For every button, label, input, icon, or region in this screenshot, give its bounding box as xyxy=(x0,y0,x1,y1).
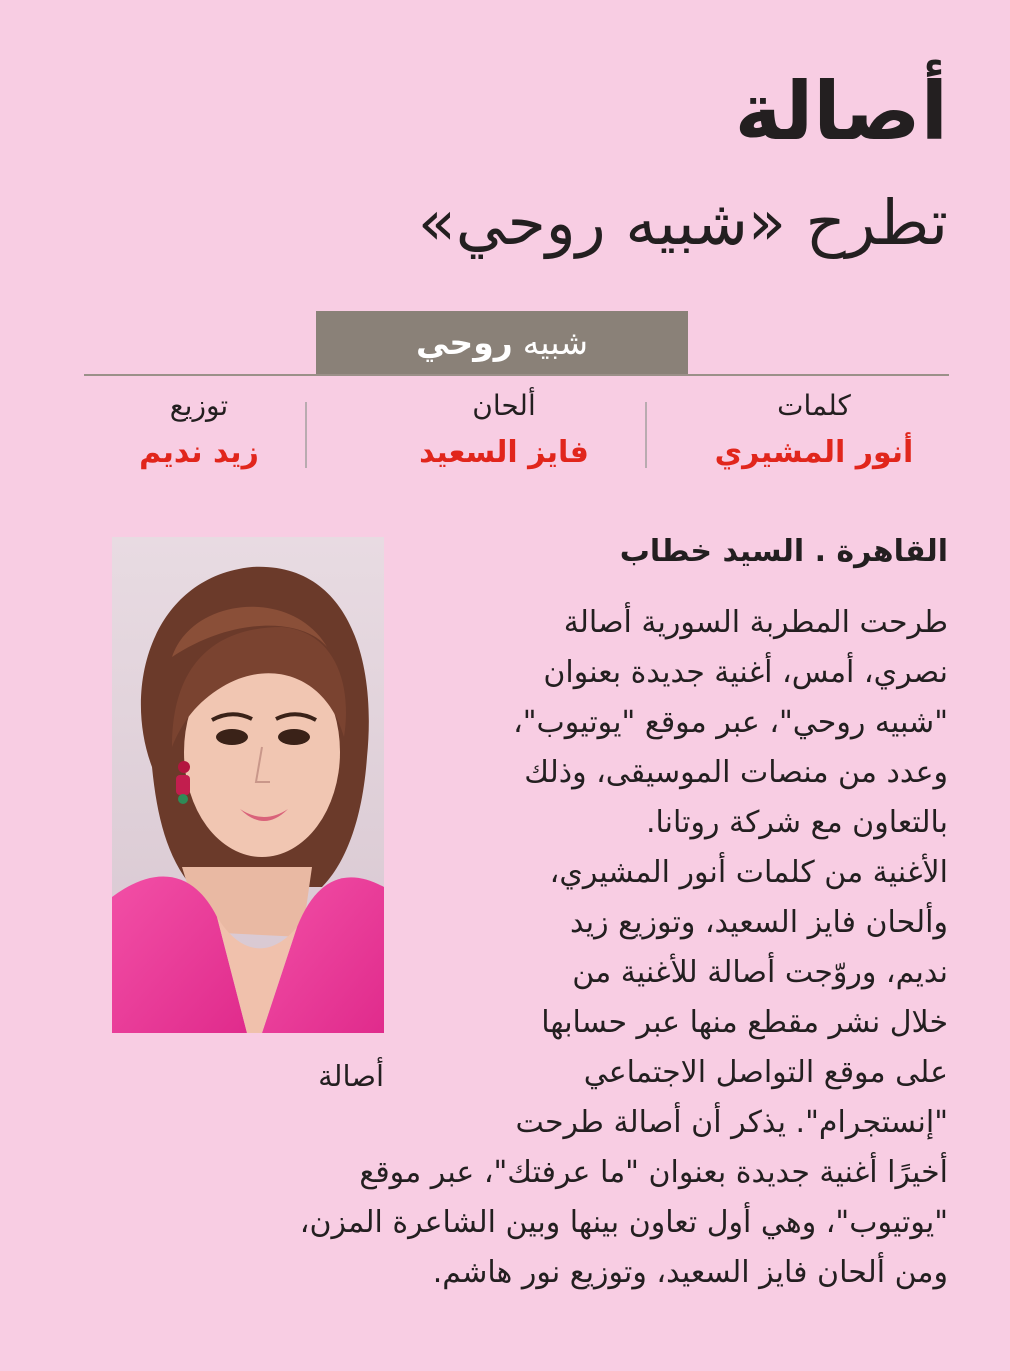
credit-value: زيد نديم xyxy=(139,435,259,470)
credit-value: أنور المشيري xyxy=(714,435,914,470)
headline: أصالة xyxy=(734,65,948,158)
body-line: "يوتيوب"، وهي أول تعاون بينها وبين الشاعرة المزن، xyxy=(299,1205,948,1240)
credit-label: توزيع xyxy=(169,389,229,422)
song-title-bold: روحي xyxy=(416,323,513,362)
song-title-light: شبيه xyxy=(522,323,588,362)
credit-label: ألحان xyxy=(472,389,536,422)
credit-label: كلمات xyxy=(777,389,851,422)
credit-arranger xyxy=(114,384,284,478)
credit-lyrics xyxy=(699,384,929,478)
body-line: الأغنية من كلمات أنور المشيري، xyxy=(549,855,948,890)
divider-rule xyxy=(84,374,949,376)
photo-caption: أصالة xyxy=(318,1059,384,1093)
song-credits xyxy=(84,384,949,484)
credit-divider xyxy=(645,402,647,468)
credit-divider xyxy=(305,402,307,468)
body-line: نصري، أمس، أغنية جديدة بعنوان xyxy=(543,655,948,690)
body-line: وألحان فايز السعيد، وتوزيع زيد xyxy=(570,905,948,940)
body-line: ومن ألحان فايز السعيد، وتوزيع نور هاشم. xyxy=(432,1255,948,1290)
subheadline: تطرح «شبيه روحي» xyxy=(417,186,948,259)
body-line: أخيرًا أغنية جديدة بعنوان "ما عرفتك"، عبر موقع xyxy=(359,1155,948,1190)
body-line: على موقع التواصل الاجتماعي xyxy=(583,1055,948,1090)
body-line: نديم، وروّجت أصالة للأغنية من xyxy=(572,955,948,990)
body-line: "إنستجرام". يذكر أن أصالة طرحت xyxy=(515,1105,948,1140)
credit-composer xyxy=(389,384,619,478)
body-line: خلال نشر مقطع منها عبر حسابها xyxy=(541,1005,948,1040)
body-line: وعدد من منصات الموسيقى، وذلك xyxy=(524,755,948,790)
article-body xyxy=(300,598,948,1298)
body-line: طرحت المطربة السورية أصالة xyxy=(563,605,948,640)
body-line: بالتعاون مع شركة روتانا. xyxy=(645,805,948,840)
credit-value: فايز السعيد xyxy=(419,435,589,470)
song-title-box xyxy=(316,311,688,374)
byline: القاهرة . السيد خطاب xyxy=(619,534,948,569)
body-line: "شبيه روحي"، عبر موقع "يوتيوب"، xyxy=(513,705,948,740)
